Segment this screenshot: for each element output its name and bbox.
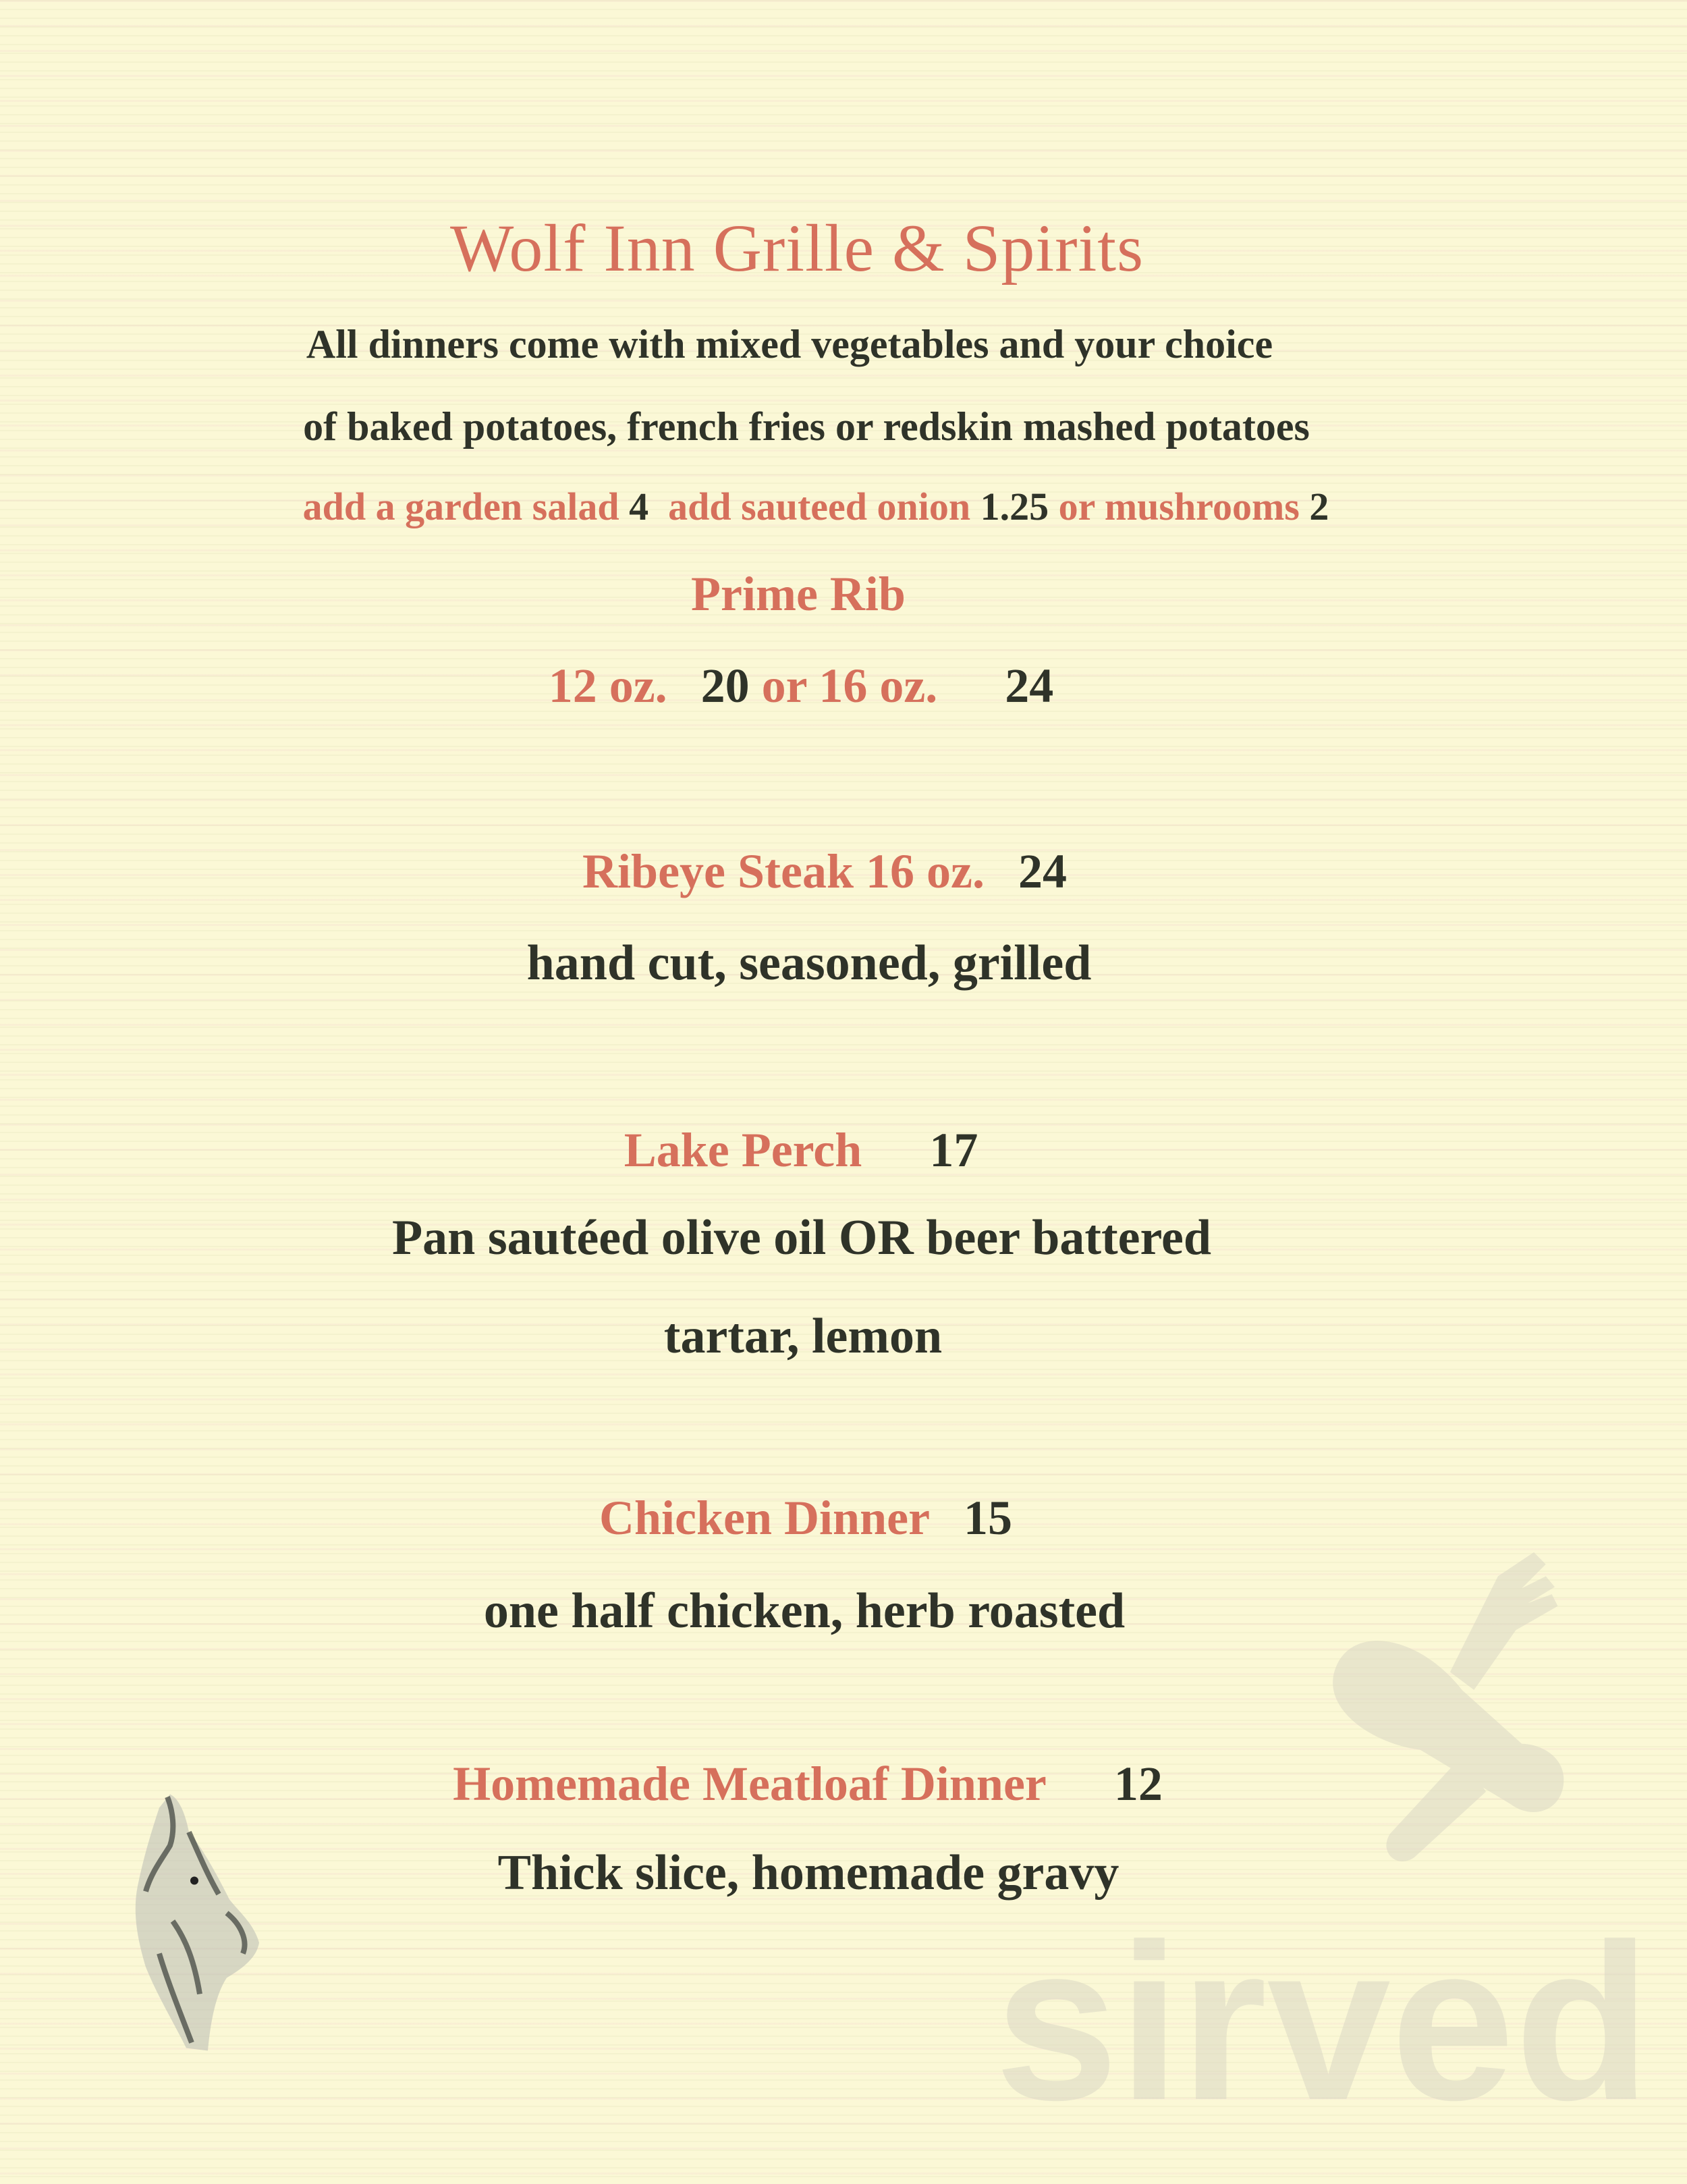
restaurant-title: Wolf Inn Grille & Spirits (450, 211, 1144, 285)
addon-onion-label: add sauteed onion (668, 485, 971, 528)
addons-line (303, 487, 1329, 526)
addon-mushroom-price: 2 (1309, 485, 1329, 528)
addon-mushroom-label: or mushrooms (1058, 485, 1300, 528)
prime-rib-or: or (761, 659, 807, 713)
intro-line-2: of baked potatoes, french fries or redskin mashed potatoes (303, 404, 1310, 449)
item-name: Homemade Meatloaf Dinner (453, 1757, 1047, 1811)
sirved-watermark-logo (992, 1923, 1653, 2119)
intro-line-1: All dinners come with mixed vegetables and your choice (306, 322, 1273, 366)
item-name: Chicken Dinner (599, 1491, 931, 1545)
item-name: Lake Perch (624, 1123, 862, 1177)
item-meatloaf-dinner-desc: Thick slice, homemade gravy (497, 1845, 1119, 1901)
item-ribeye-desc: hand cut, seasoned, grilled (526, 935, 1092, 991)
item-name: Ribeye Steak 16 oz. (582, 844, 985, 898)
fork-spoon-watermark-icon (1269, 1552, 1620, 1869)
prime-rib-size-1: 12 oz. (548, 659, 667, 713)
item-price: 24 (1018, 844, 1067, 898)
howling-wolf-illustration (132, 1790, 321, 2056)
item-price: 12 (1113, 1757, 1163, 1811)
watermark-text: sirved (994, 1923, 1651, 2119)
addon-salad-price: 4 (629, 485, 649, 528)
item-chicken-dinner (599, 1491, 1013, 1545)
item-price: 17 (929, 1123, 978, 1177)
item-prime-rib-name: Prime Rib (691, 567, 906, 621)
item-lake-perch (624, 1123, 978, 1177)
addon-onion-price: 1.25 (980, 485, 1049, 528)
item-lake-perch-desc-1: Pan sautéed olive oil OR beer battered (391, 1210, 1212, 1265)
item-chicken-dinner-desc: one half chicken, herb roasted (483, 1583, 1126, 1639)
item-ribeye (582, 844, 1067, 898)
item-meatloaf-dinner (453, 1757, 1163, 1811)
item-price: 15 (964, 1491, 1013, 1545)
prime-rib-price-1: 20 (700, 659, 750, 713)
addon-salad-label: add a garden salad (302, 485, 619, 528)
prime-rib-price-2: 24 (1005, 659, 1054, 713)
item-lake-perch-desc-2: tartar, lemon (663, 1309, 943, 1364)
item-prime-rib-options (548, 659, 1054, 713)
prime-rib-size-2: 16 oz. (819, 659, 938, 713)
